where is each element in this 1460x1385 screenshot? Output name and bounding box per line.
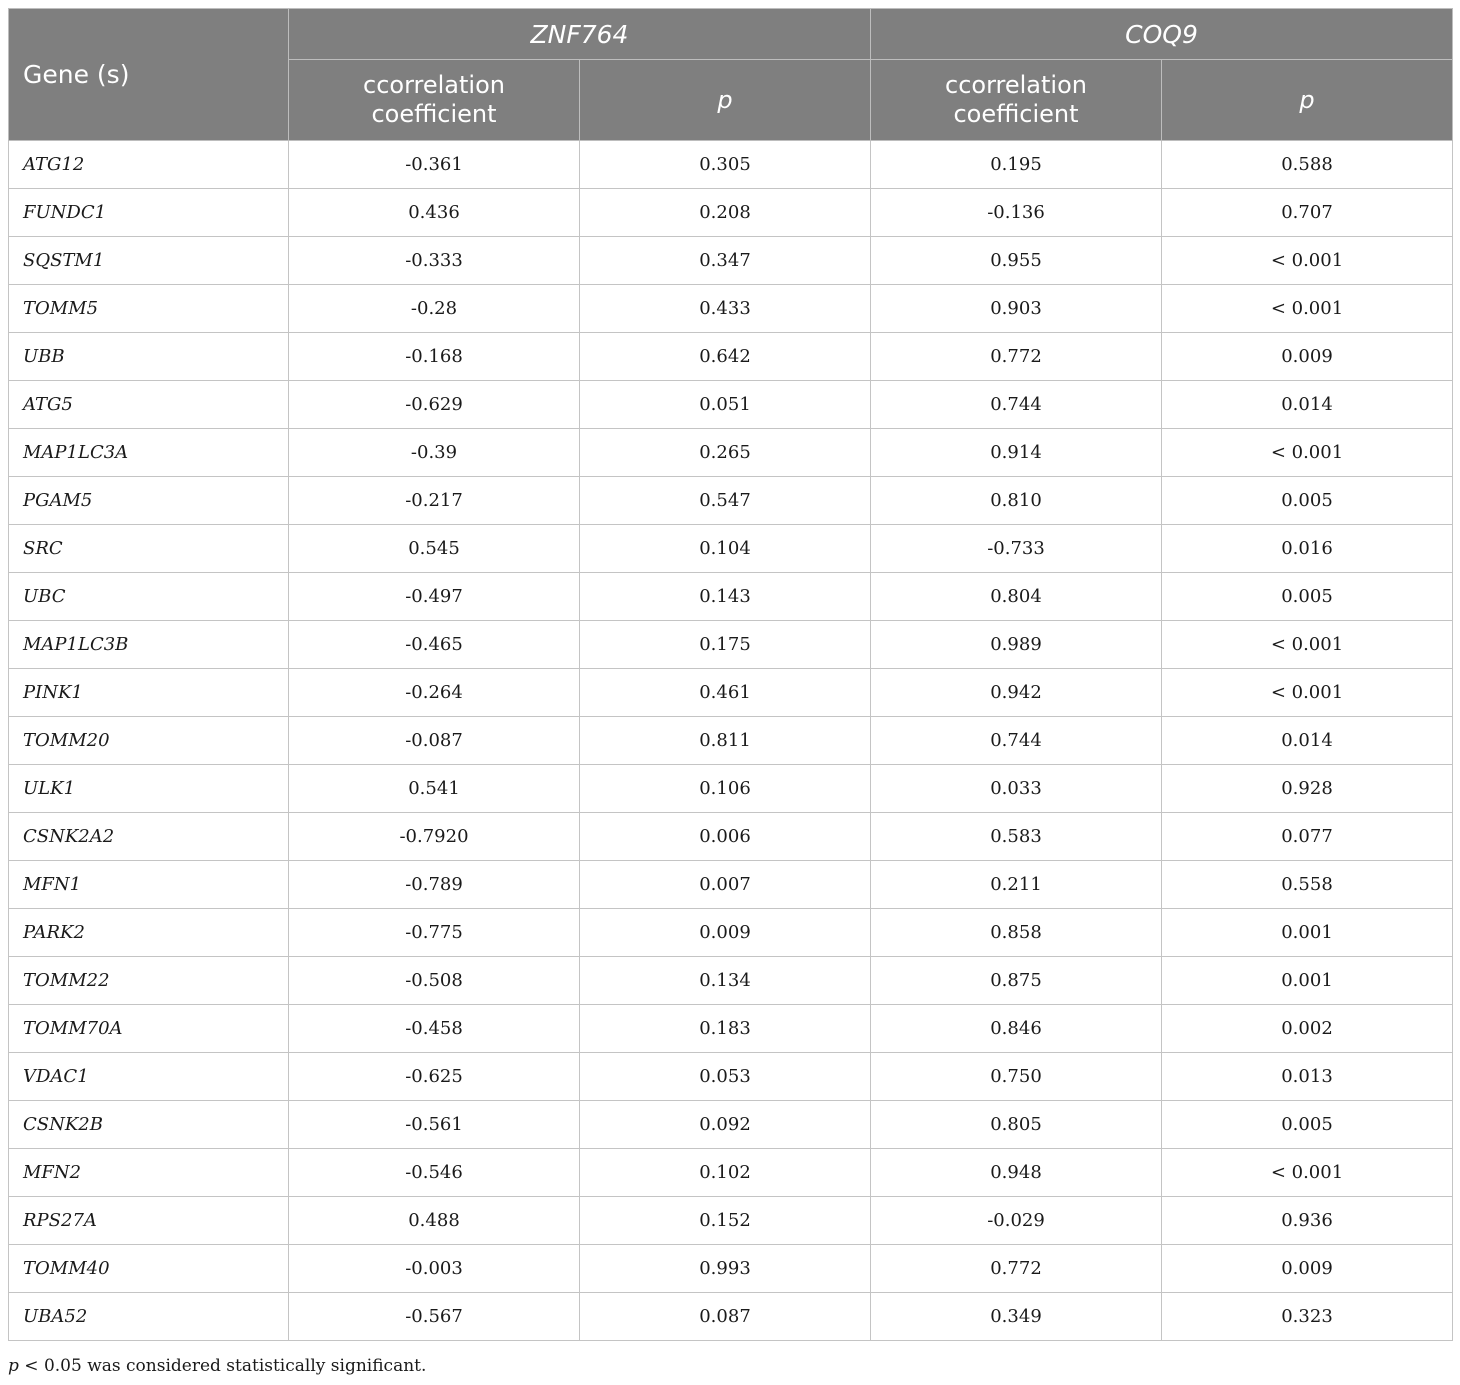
coq9-p-cell: < 0.001 xyxy=(1162,237,1453,285)
coq9-coef-cell: 0.805 xyxy=(871,1101,1162,1149)
coq9-p-cell: 0.707 xyxy=(1162,189,1453,237)
table-row xyxy=(9,381,1453,429)
coef-header-line2: coefficient xyxy=(953,100,1079,128)
znf764-coef-cell: -0.465 xyxy=(289,621,580,669)
znf764-p-cell: 0.009 xyxy=(580,909,871,957)
znf764-coef-cell: -0.361 xyxy=(289,141,580,189)
coq9-coef-cell: 0.858 xyxy=(871,909,1162,957)
correlation-table xyxy=(8,8,1453,1341)
table-row xyxy=(9,765,1453,813)
znf764-coef-cell: -0.546 xyxy=(289,1149,580,1197)
coq9-coef-cell: 0.989 xyxy=(871,621,1162,669)
znf764-p-cell: 0.143 xyxy=(580,573,871,621)
znf764-coef-cell: -0.087 xyxy=(289,717,580,765)
gene-cell: MFN2 xyxy=(9,1149,289,1197)
znf764-p-cell: 0.433 xyxy=(580,285,871,333)
table-row xyxy=(9,189,1453,237)
znf764-coef-cell: -0.561 xyxy=(289,1101,580,1149)
gene-cell: TOMM22 xyxy=(9,957,289,1005)
znf764-coef-cell: -0.497 xyxy=(289,573,580,621)
coq9-p-cell: 0.936 xyxy=(1162,1197,1453,1245)
table-row xyxy=(9,333,1453,381)
table-row xyxy=(9,1245,1453,1293)
coq9-coef-cell: 0.772 xyxy=(871,1245,1162,1293)
coq9-p-cell: 0.588 xyxy=(1162,141,1453,189)
znf764-p-cell: 0.547 xyxy=(580,477,871,525)
coq9-coef-cell: 0.211 xyxy=(871,861,1162,909)
znf764-p-cell: 0.993 xyxy=(580,1245,871,1293)
znf764-coef-cell: -0.7920 xyxy=(289,813,580,861)
znf764-coef-cell: -0.217 xyxy=(289,477,580,525)
gene-cell: UBB xyxy=(9,333,289,381)
znf764-coef-cell: -0.28 xyxy=(289,285,580,333)
footnote-p-symbol: p xyxy=(8,1356,19,1376)
coq9-p-cell: 0.005 xyxy=(1162,1101,1453,1149)
table-row xyxy=(9,957,1453,1005)
znf764-group-header: ZNF764 xyxy=(289,9,871,60)
coq9-coef-cell: -0.029 xyxy=(871,1197,1162,1245)
table-row xyxy=(9,813,1453,861)
znf764-coef-cell: -0.39 xyxy=(289,429,580,477)
gene-cell: PINK1 xyxy=(9,669,289,717)
coq9-coef-cell: 0.583 xyxy=(871,813,1162,861)
gene-cell: TOMM40 xyxy=(9,1245,289,1293)
coq9-coef-cell: 0.349 xyxy=(871,1293,1162,1341)
gene-cell: ATG5 xyxy=(9,381,289,429)
table-body xyxy=(9,141,1453,1341)
gene-cell: FUNDC1 xyxy=(9,189,289,237)
coq9-coef-cell: 0.955 xyxy=(871,237,1162,285)
coq9-coef-cell: 0.875 xyxy=(871,957,1162,1005)
gene-cell: PARK2 xyxy=(9,909,289,957)
table-row xyxy=(9,1053,1453,1101)
znf764-p-cell: 0.347 xyxy=(580,237,871,285)
gene-cell: ULK1 xyxy=(9,765,289,813)
znf764-p-cell: 0.183 xyxy=(580,1005,871,1053)
znf764-coef-cell: -0.003 xyxy=(289,1245,580,1293)
table-row xyxy=(9,861,1453,909)
gene-cell: TOMM5 xyxy=(9,285,289,333)
coq9-p-cell: < 0.001 xyxy=(1162,621,1453,669)
footnote xyxy=(8,1356,426,1376)
gene-cell: MAP1LC3A xyxy=(9,429,289,477)
correlation-table-container xyxy=(8,8,1453,1341)
gene-cell: PGAM5 xyxy=(9,477,289,525)
coq9-p-cell: 0.016 xyxy=(1162,525,1453,573)
table-row xyxy=(9,1005,1453,1053)
gene-cell: VDAC1 xyxy=(9,1053,289,1101)
znf764-p-cell: 0.092 xyxy=(580,1101,871,1149)
coq9-coef-cell: 0.195 xyxy=(871,141,1162,189)
znf764-p-cell: 0.265 xyxy=(580,429,871,477)
znf764-coef-cell: 0.488 xyxy=(289,1197,580,1245)
znf764-p-cell: 0.811 xyxy=(580,717,871,765)
gene-cell: CSNK2B xyxy=(9,1101,289,1149)
znf764-p-cell: 0.106 xyxy=(580,765,871,813)
znf764-p-cell: 0.642 xyxy=(580,333,871,381)
coq9-coef-cell: 0.804 xyxy=(871,573,1162,621)
znf764-coef-cell: -0.629 xyxy=(289,381,580,429)
znf764-coef-cell: -0.333 xyxy=(289,237,580,285)
znf764-p-cell: 0.051 xyxy=(580,381,871,429)
coq9-p-cell: 0.558 xyxy=(1162,861,1453,909)
znf764-coef-cell: -0.168 xyxy=(289,333,580,381)
gene-cell: ATG12 xyxy=(9,141,289,189)
coq9-p-cell: 0.013 xyxy=(1162,1053,1453,1101)
znf764-p-cell: 0.152 xyxy=(580,1197,871,1245)
coq9-p-cell: 0.009 xyxy=(1162,1245,1453,1293)
coq9-p-header: p xyxy=(1162,60,1453,141)
coq9-coef-header xyxy=(871,60,1162,141)
coq9-p-cell: 0.001 xyxy=(1162,909,1453,957)
table-row xyxy=(9,573,1453,621)
coq9-p-cell: < 0.001 xyxy=(1162,669,1453,717)
gene-cell: CSNK2A2 xyxy=(9,813,289,861)
table-row xyxy=(9,237,1453,285)
coq9-p-cell: 0.002 xyxy=(1162,1005,1453,1053)
coq9-coef-cell: 0.744 xyxy=(871,381,1162,429)
coq9-p-cell: 0.077 xyxy=(1162,813,1453,861)
coq9-p-cell: 0.005 xyxy=(1162,573,1453,621)
coq9-p-cell: < 0.001 xyxy=(1162,429,1453,477)
znf764-p-cell: 0.175 xyxy=(580,621,871,669)
znf764-coef-cell: -0.264 xyxy=(289,669,580,717)
coq9-group-header: COQ9 xyxy=(871,9,1453,60)
znf764-coef-cell: 0.545 xyxy=(289,525,580,573)
table-row xyxy=(9,909,1453,957)
table-header xyxy=(9,9,1453,141)
znf764-p-cell: 0.087 xyxy=(580,1293,871,1341)
table-row xyxy=(9,1197,1453,1245)
znf764-p-cell: 0.006 xyxy=(580,813,871,861)
coq9-p-cell: 0.001 xyxy=(1162,957,1453,1005)
gene-column-header: Gene (s) xyxy=(9,9,289,141)
znf764-coef-cell: -0.458 xyxy=(289,1005,580,1053)
znf764-p-cell: 0.208 xyxy=(580,189,871,237)
znf764-p-header: p xyxy=(580,60,871,141)
coef-header-line2: coefficient xyxy=(371,100,497,128)
coq9-coef-cell: 0.744 xyxy=(871,717,1162,765)
znf764-p-cell: 0.104 xyxy=(580,525,871,573)
gene-cell: RPS27A xyxy=(9,1197,289,1245)
znf764-p-cell: 0.007 xyxy=(580,861,871,909)
coq9-coef-cell: 0.846 xyxy=(871,1005,1162,1053)
coq9-coef-cell: 0.914 xyxy=(871,429,1162,477)
table-row xyxy=(9,621,1453,669)
znf764-p-cell: 0.305 xyxy=(580,141,871,189)
coq9-coef-cell: -0.733 xyxy=(871,525,1162,573)
table-row xyxy=(9,525,1453,573)
table-row xyxy=(9,1149,1453,1197)
znf764-coef-cell: -0.508 xyxy=(289,957,580,1005)
table-row xyxy=(9,717,1453,765)
table-row xyxy=(9,1101,1453,1149)
znf764-coef-cell: 0.541 xyxy=(289,765,580,813)
coq9-coef-cell: 0.750 xyxy=(871,1053,1162,1101)
coq9-coef-cell: 0.810 xyxy=(871,477,1162,525)
gene-cell: SRC xyxy=(9,525,289,573)
znf764-coef-cell: -0.775 xyxy=(289,909,580,957)
znf764-coef-cell: -0.789 xyxy=(289,861,580,909)
gene-cell: MFN1 xyxy=(9,861,289,909)
coq9-p-cell: 0.009 xyxy=(1162,333,1453,381)
gene-cell: TOMM70A xyxy=(9,1005,289,1053)
table-row xyxy=(9,669,1453,717)
table-row xyxy=(9,141,1453,189)
table-row xyxy=(9,1293,1453,1341)
coq9-p-cell: 0.005 xyxy=(1162,477,1453,525)
coq9-coef-cell: -0.136 xyxy=(871,189,1162,237)
gene-cell: TOMM20 xyxy=(9,717,289,765)
coq9-p-cell: < 0.001 xyxy=(1162,285,1453,333)
table-row xyxy=(9,477,1453,525)
gene-cell: MAP1LC3B xyxy=(9,621,289,669)
footnote-text: < 0.05 was considered statistically significant. xyxy=(18,1356,427,1376)
coq9-coef-cell: 0.903 xyxy=(871,285,1162,333)
coef-header-line1: ccorrelation xyxy=(945,71,1087,99)
gene-cell: UBC xyxy=(9,573,289,621)
coq9-coef-cell: 0.942 xyxy=(871,669,1162,717)
znf764-coef-cell: -0.567 xyxy=(289,1293,580,1341)
znf764-p-cell: 0.053 xyxy=(580,1053,871,1101)
znf764-p-cell: 0.134 xyxy=(580,957,871,1005)
znf764-p-cell: 0.461 xyxy=(580,669,871,717)
znf764-p-cell: 0.102 xyxy=(580,1149,871,1197)
gene-cell: UBA52 xyxy=(9,1293,289,1341)
table-row xyxy=(9,429,1453,477)
coq9-p-cell: 0.014 xyxy=(1162,717,1453,765)
coq9-p-cell: < 0.001 xyxy=(1162,1149,1453,1197)
coq9-coef-cell: 0.772 xyxy=(871,333,1162,381)
znf764-coef-cell: 0.436 xyxy=(289,189,580,237)
znf764-coef-cell: -0.625 xyxy=(289,1053,580,1101)
coq9-p-cell: 0.014 xyxy=(1162,381,1453,429)
coq9-coef-cell: 0.948 xyxy=(871,1149,1162,1197)
coef-header-line1: ccorrelation xyxy=(363,71,505,99)
znf764-coef-header xyxy=(289,60,580,141)
coq9-p-cell: 0.323 xyxy=(1162,1293,1453,1341)
coq9-p-cell: 0.928 xyxy=(1162,765,1453,813)
coq9-coef-cell: 0.033 xyxy=(871,765,1162,813)
gene-cell: SQSTM1 xyxy=(9,237,289,285)
table-row xyxy=(9,285,1453,333)
